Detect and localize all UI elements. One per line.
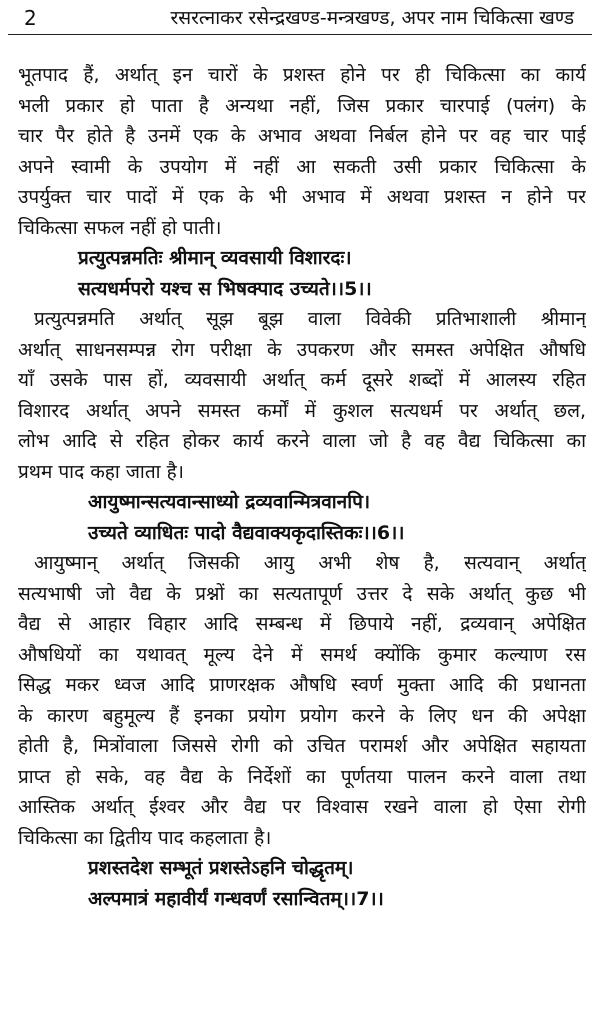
verse-line: सत्यधर्मपरो यश्च स भिषक्पाद उच्यते।।5।। xyxy=(78,277,372,300)
text-line: भूतपाद हैं, अर्थात् इन चारों के प्रशस्त होने पर ही चिकित्सा का कार्य xyxy=(18,64,586,86)
verse-line: प्रत्युत्पन्नमतिः श्रीमान् व्यवसायी विशारदः। xyxy=(78,247,352,269)
text-line: लोभ आदि से रहित होकर कार्य करने वाला जो है वह वैद्य चिकित्सा का xyxy=(18,430,586,452)
text-line: प्राप्त हो सके, वह वैद्य के निर्देशों का पूर्णतया पालन करने वाला तथा xyxy=(18,765,586,788)
text-line: याँ उसके पास हों, व्यवसायी अर्थात् कर्म दूसरे शब्दों में आलस्य रहित xyxy=(18,369,586,391)
text-line: चिकित्सा सफल नहीं हो पाती। xyxy=(18,216,222,239)
text-line: चार पैर होते है उनमें एक के अभाव अथवा निर्बल होने पर वह चार पाई xyxy=(18,125,586,147)
text-line: आयुष्मान् अर्थात् जिसकी आयु अभी शेष है, सत्यवान् अर्थात् xyxy=(34,552,586,574)
text-line: वैद्य से आहार विहार आदि सम्बन्ध में छिपाये नहीं, द्रव्यवान् अपेक्षित xyxy=(18,613,586,635)
text-line: सत्यभाषी जो वैद्य के प्रश्नों का सत्यतापूर्ण उत्तर दे सके अर्थात् कुछ भी xyxy=(18,582,586,605)
text-line: होती है, मित्रोंवाला जिससे रोगी को उचित परामर्श और अपेक्षित सहायता xyxy=(18,735,586,757)
verse-line: अल्पमात्रं महावीर्यं गन्धवर्णं रसान्वितम्।।7।। xyxy=(88,887,384,910)
text-line: आस्तिक अर्थात् ईश्वर और वैद्य पर विश्वास रखने वाला हो ऐसा रोगी xyxy=(18,796,586,818)
text-line: प्रथम पाद कहा जाता है। xyxy=(18,460,184,483)
text-line: भली प्रकार हो पाता है अन्यथा नहीं, जिस प्रकार चारपाई (पलंग) के xyxy=(18,94,586,117)
text-line: उपर्युक्त चार पादों में एक के भी अभाव में अथवा प्रशस्त न होने पर xyxy=(18,186,586,208)
text-line: सिद्ध मकर ध्वज आदि प्राणरक्षक औषधि स्वर्ण मुक्ता आदि की प्रधानता xyxy=(18,674,586,696)
page-header xyxy=(8,4,592,35)
text-line: अपने स्वामी के उपयोग में नहीं आ सकती उसी प्रकार चिकित्सा के xyxy=(18,155,586,178)
verse-line: प्रशस्तदेश सम्भूतं प्रशस्तेऽहनि चोद्धृतम्। xyxy=(88,857,354,879)
text-line: के कारण बहुमूल्य हैं इनका प्रयोग प्रयोग करने के लिए धन की अपेक्षा xyxy=(18,704,586,727)
verse-line: आयुष्मान्सत्यवान्साध्यो द्रव्यवान्मित्रवानपि। xyxy=(88,491,371,513)
running-title: रसरत्नाकर रसेन्द्रखण्ड-मन्त्रखण्ड, अपर नाम चिकित्सा खण्ड xyxy=(170,7,574,29)
text-line: चिकित्सा का द्वितीय पाद कहलाता है। xyxy=(18,826,272,849)
text-line: प्रत्युत्पन्नमति अर्थात् सूझ बूझ वाला विवेकी प्रतिभाशाली श्रीमान् xyxy=(34,308,586,330)
page-number: 2 xyxy=(24,6,37,30)
text-line: अर्थात् साधनसम्पन्न रोग परीक्षा के उपकरण और समस्त अपेक्षित औषधि xyxy=(18,338,586,361)
text-line: औषधियों का यथावत् मूल्य देने में समर्थ क्योंकि कुमार कल्याण रस xyxy=(18,643,586,666)
body-text xyxy=(18,60,586,914)
verse-line: उच्यते व्याधितः पादो वैद्यवाक्यकृदास्तिकः।।6।। xyxy=(88,521,405,544)
text-line: विशारद अर्थात् अपने समस्त कर्मों में कुशल सत्यधर्म पर अर्थात् छल, xyxy=(18,399,586,422)
